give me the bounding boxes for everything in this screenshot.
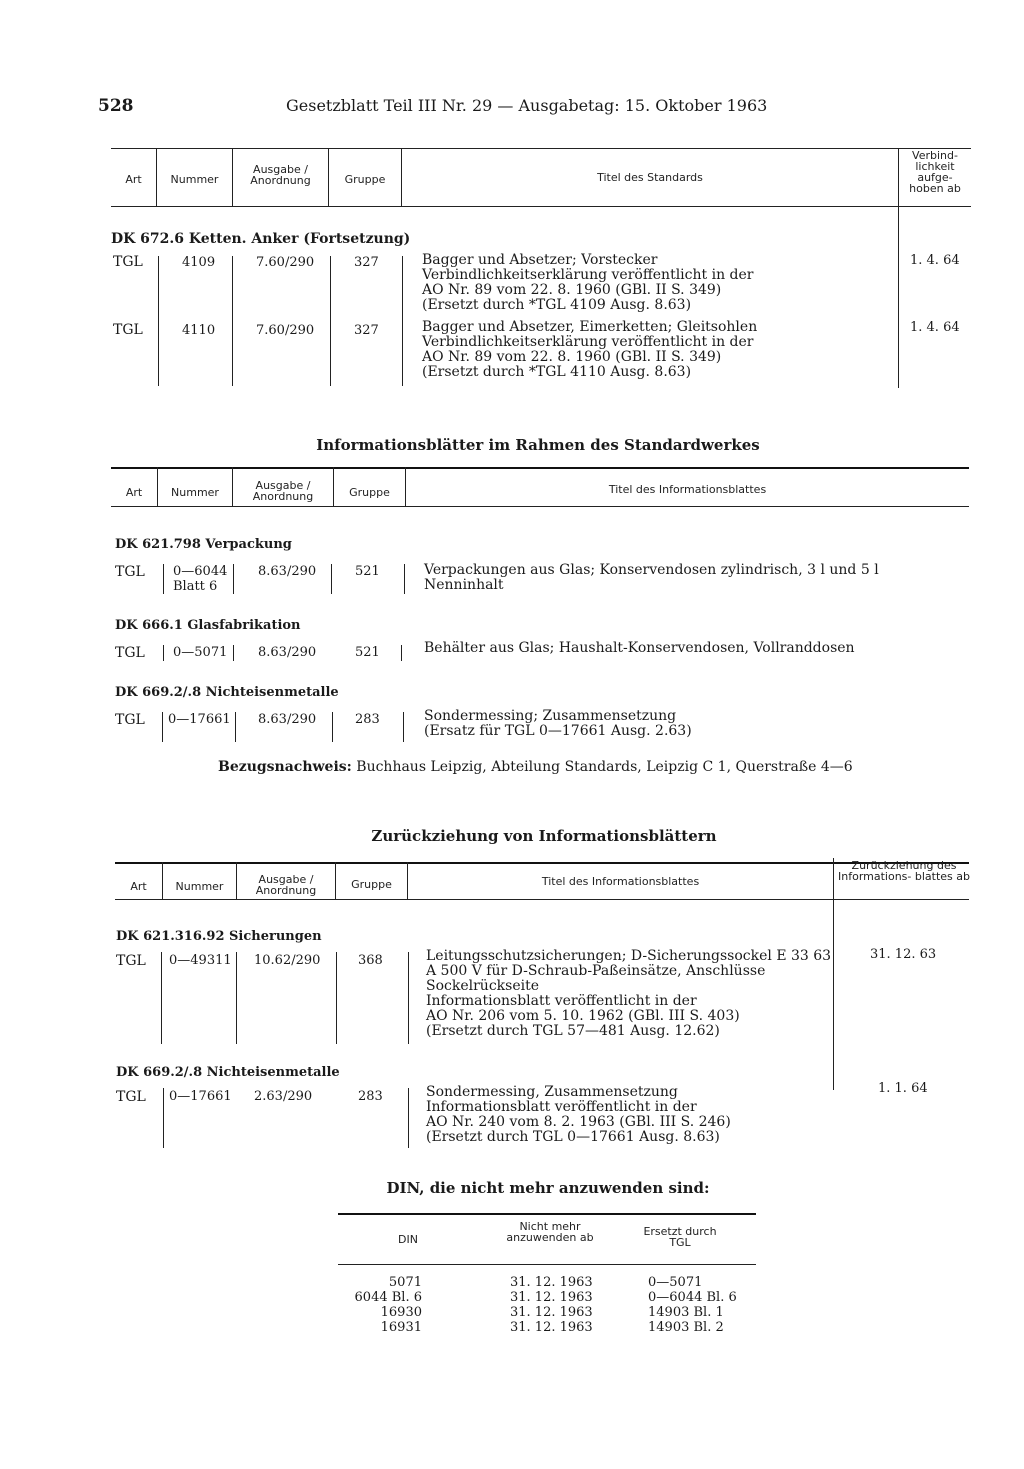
cell-titel: Behälter aus Glas; Haushalt-Konservendosen, Vollranddosen — [424, 640, 855, 656]
header-art: Art — [125, 173, 142, 186]
dk-heading: DK 669.2/.8 Nichteisenmetalle — [115, 685, 339, 700]
cell-ausgabe: 2.63/290 — [254, 1089, 313, 1104]
cell-din: 6044 Bl. 6 — [354, 1290, 422, 1305]
page-number: 528 — [98, 96, 134, 116]
dk-heading: DK 666.1 Glasfabrikation — [115, 618, 301, 633]
cell-art: TGL — [113, 322, 143, 338]
cell-gruppe: 327 — [354, 255, 379, 270]
bezugsnachweis-label: Bezugsnachweis: — [218, 759, 352, 775]
cell-titel: Bagger und Absetzer, Eimerketten; Gleitsohlen Verbindlichkeitserklärung veröffentlicht in der AO Nr. 89 vom 22. 8. 1960 (GBl. II S. 349) (Ersetzt durch *TGL 4110 Ausg. 8.63) — [422, 319, 758, 380]
header-art: Art — [130, 880, 147, 893]
cell-nicht-mehr-ab: 31. 12. 1963 — [510, 1320, 593, 1335]
cell-gruppe: 283 — [358, 1089, 383, 1104]
header-gruppe: Gruppe — [349, 486, 390, 499]
cell-gruppe: 327 — [354, 323, 379, 338]
header-verbindlichkeit: Verbind- lichkeit aufge- hoben ab — [909, 149, 961, 195]
cell-gruppe: 283 — [355, 712, 380, 727]
section-title-din: DIN, die nicht mehr anzuwenden sind: — [386, 1179, 710, 1197]
cell-ausgabe: 8.63/290 — [258, 712, 317, 727]
cell-art: TGL — [115, 712, 145, 728]
bezugsnachweis — [218, 760, 853, 775]
dk-heading: DK 621.798 Verpackung — [115, 537, 292, 552]
cell-ersetzt-tgl: 14903 Bl. 2 — [648, 1320, 724, 1335]
cell-nummer: 0—49311 — [169, 953, 232, 968]
cell-datum: 1. 1. 64 — [878, 1081, 928, 1096]
cell-ersetzt-tgl: 14903 Bl. 1 — [648, 1305, 724, 1320]
dk-heading: DK 669.2/.8 Nichteisenmetalle — [116, 1065, 340, 1080]
header-zurueckziehung: Zurückziehung des Informations- blattes ab — [838, 859, 970, 883]
header-gruppe: Gruppe — [344, 173, 386, 186]
cell-ausgabe: 7.60/290 — [256, 255, 315, 270]
cell-titel: Sondermessing; Zusammensetzung (Ersatz für TGL 0—17661 Ausg. 2.63) — [424, 708, 692, 739]
cell-nummer: 0—6044 — [173, 564, 228, 579]
cell-datum: 1. 4. 64 — [910, 253, 960, 268]
header-nummer: Nummer — [170, 173, 219, 186]
header-art: Art — [125, 486, 143, 499]
cell-titel: Leitungsschutzsicherungen; D-Sicherungssockel E 33 63 A 500 V für D-Schraub-Paßeinsätze, Anschlüsse Sockelrückseite Informationsblatt veröffentlicht in der AO Nr. 206 vom 5. 10. 1962 (GBl. III S. 403) (Ersetzt durch TGL 57—481 Ausg. 12.62) — [426, 948, 832, 1039]
header-titel: Titel des Informationsblattes — [541, 875, 700, 888]
cell-gruppe: 521 — [355, 564, 380, 579]
header-titel: Titel des Standards — [597, 171, 703, 184]
cell-ausgabe: 8.63/290 — [258, 564, 317, 579]
cell-art: TGL — [113, 254, 143, 270]
cell-din: 16930 — [380, 1305, 422, 1320]
cell-nicht-mehr-ab: 31. 12. 1963 — [510, 1290, 593, 1305]
cell-din: 5071 — [388, 1275, 422, 1290]
cell-nummer: 4110 — [182, 323, 216, 338]
header-ersetzt: Ersetzt durch TGL — [643, 1225, 717, 1249]
cell-titel: Verpackungen aus Glas; Konservendosen zylindrisch, 3 l und 5 l Nenninhalt — [424, 562, 879, 593]
header-ausgabe: Ausgabe / Anordnung — [252, 479, 314, 503]
header-ausgabe: Ausgabe / Anordnung — [255, 873, 317, 897]
cell-din: 16931 — [380, 1320, 422, 1335]
cell-art: TGL — [115, 564, 145, 580]
cell-nummer: 0—17661 — [169, 1089, 232, 1104]
cell-titel: Bagger und Absetzer; Vorstecker Verbindlichkeitserklärung veröffentlicht in der AO Nr. 89 vom 22. 8. 1960 (GBl. II S. 349) (Ersetzt durch *TGL 4109 Ausg. 8.63) — [422, 252, 754, 313]
header-din: DIN — [398, 1233, 418, 1246]
cell-gruppe: 521 — [355, 645, 380, 660]
cell-datum: 31. 12. 63 — [870, 947, 937, 962]
cell-ausgabe: 7.60/290 — [256, 323, 315, 338]
cell-nummer-blatt: Blatt 6 — [173, 579, 218, 594]
cell-nummer: 0—17661 — [168, 712, 231, 727]
header-gruppe: Gruppe — [351, 878, 392, 891]
section-heading-dk-672: DK 672.6 Ketten. Anker (Fortsetzung) — [111, 231, 411, 247]
header-nummer: Nummer — [175, 880, 224, 893]
cell-nummer: 4109 — [182, 255, 216, 270]
cell-gruppe: 368 — [358, 953, 383, 968]
section-title-zurueckziehung: Zurückziehung von Informationsblättern — [371, 827, 717, 845]
cell-nicht-mehr-ab: 31. 12. 1963 — [510, 1305, 593, 1320]
cell-nummer: 0—5071 — [173, 645, 228, 660]
cell-art: TGL — [116, 1089, 146, 1105]
header-nummer: Nummer — [171, 486, 219, 499]
cell-ersetzt-tgl: 0—5071 — [648, 1275, 703, 1290]
page-header: Gesetzblatt Teil III Nr. 29 — Ausgabetag: 15. Oktober 1963 — [286, 96, 768, 115]
cell-titel: Sondermessing, Zusammensetzung Informationsblatt veröffentlicht in der AO Nr. 240 vom 8. 2. 1963 (GBl. III S. 246) (Ersetzt durch TGL 0—17661 Ausg. 8.63) — [426, 1084, 731, 1145]
bezugsnachweis-text: Buchhaus Leipzig, Abteilung Standards, Leipzig C 1, Querstraße 4—6 — [356, 759, 853, 775]
cell-ersetzt-tgl: 0—6044 Bl. 6 — [648, 1290, 737, 1305]
cell-ausgabe: 8.63/290 — [258, 645, 317, 660]
dk-heading: DK 621.316.92 Sicherungen — [116, 929, 322, 944]
cell-art: TGL — [115, 645, 145, 661]
header-titel: Titel des Informationsblattes — [608, 483, 767, 496]
section-title-informationsblaetter: Informationsblätter im Rahmen des Standardwerkes — [316, 436, 760, 454]
cell-datum: 1. 4. 64 — [910, 320, 960, 335]
header-nicht-mehr: Nicht mehr anzuwenden ab — [506, 1220, 594, 1244]
cell-ausgabe: 10.62/290 — [254, 953, 321, 968]
header-ausgabe: Ausgabe / Anordnung — [250, 163, 311, 187]
cell-nicht-mehr-ab: 31. 12. 1963 — [510, 1275, 593, 1290]
cell-art: TGL — [116, 953, 146, 969]
